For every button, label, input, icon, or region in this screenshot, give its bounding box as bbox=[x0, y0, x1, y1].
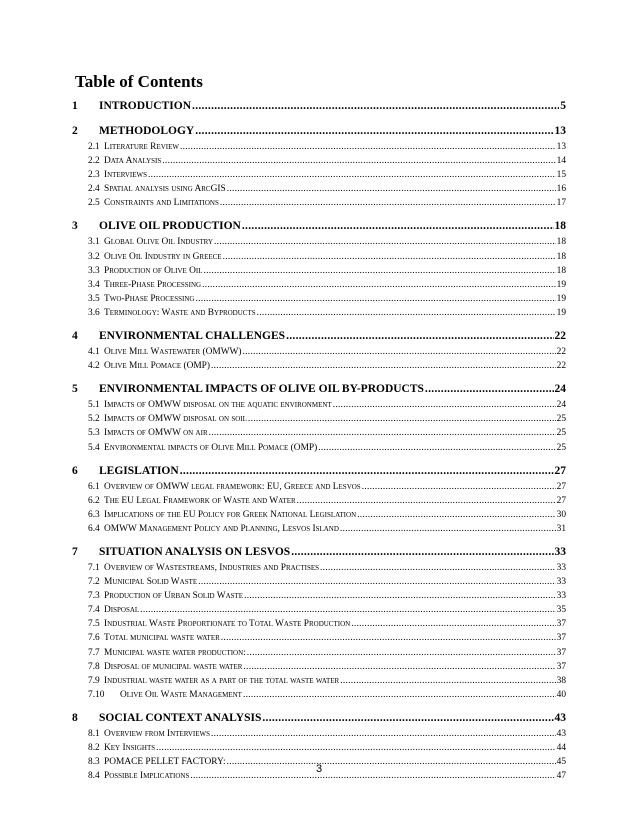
toc-chapter-number: 2 bbox=[72, 125, 78, 137]
toc-section-entry[interactable] bbox=[72, 660, 566, 674]
toc-section-number: 8.1 bbox=[88, 728, 100, 739]
toc-page-number: 33 bbox=[556, 591, 566, 602]
toc-page-number: 27 bbox=[556, 495, 566, 506]
toc-dot-leader bbox=[425, 380, 554, 398]
toc-dot-leader bbox=[286, 327, 553, 345]
toc-page-number: 22 bbox=[556, 361, 566, 372]
toc-section-title: Three-Phase Processing bbox=[104, 279, 202, 290]
toc-dot-leader bbox=[242, 217, 554, 235]
toc-dot-leader bbox=[211, 359, 556, 373]
toc-page-number: 37 bbox=[556, 633, 566, 644]
toc-section-number: 7.8 bbox=[88, 661, 100, 672]
toc-section-number: 2.1 bbox=[88, 142, 100, 152]
toc-page-number: 37 bbox=[556, 619, 566, 630]
toc-section-number: 7.7 bbox=[88, 647, 100, 658]
toc-section-entry[interactable] bbox=[72, 561, 566, 575]
toc-dot-leader bbox=[195, 292, 555, 306]
toc-section-number: 2.3 bbox=[88, 170, 100, 181]
toc-section-number: 3.4 bbox=[88, 279, 100, 290]
toc-chapter-number: 4 bbox=[72, 330, 78, 343]
toc-section-title: Total municipal waste water bbox=[104, 633, 220, 644]
toc-section-entry[interactable] bbox=[72, 154, 566, 168]
toc-page-number: 25 bbox=[556, 428, 566, 439]
toc-section-number: 7.2 bbox=[88, 577, 100, 588]
toc-section-number: 7.10 bbox=[88, 689, 105, 700]
toc-section-title: Impacts of OMWW disposal on the aquatic environment bbox=[104, 400, 332, 411]
toc-section-title: Possible Implications bbox=[104, 771, 190, 782]
toc-dot-leader bbox=[340, 674, 555, 688]
toc-section-number: 6.3 bbox=[88, 509, 100, 520]
toc-section-entry[interactable] bbox=[72, 617, 566, 631]
toc-section-title: Terminology: Waste and Byproducts bbox=[104, 307, 256, 318]
toc-section-title: Impacts of OMWW on air bbox=[104, 428, 208, 439]
toc-section-entry[interactable] bbox=[72, 250, 566, 264]
toc-section-number: 3.6 bbox=[88, 307, 100, 318]
toc-section-entry[interactable] bbox=[72, 168, 566, 182]
toc-section-entry[interactable] bbox=[72, 741, 566, 755]
toc-chapter-number: 5 bbox=[72, 383, 78, 396]
toc-page-number: 40 bbox=[556, 689, 566, 700]
toc-chapter-entry[interactable] bbox=[72, 327, 566, 345]
toc-page-number: 25 bbox=[556, 442, 566, 453]
toc-section-entry[interactable] bbox=[72, 292, 566, 306]
toc-section-title: Disposal bbox=[104, 605, 140, 616]
toc-section-title: Spatial analysis using ArcGIS bbox=[104, 184, 226, 195]
toc-section-title: Municipal Solid Waste bbox=[104, 577, 198, 588]
toc-dot-leader bbox=[227, 182, 556, 196]
toc-dot-leader bbox=[257, 306, 556, 320]
toc-page-number: 37 bbox=[556, 661, 566, 672]
toc-chapter-title: METHODOLOGY bbox=[99, 125, 195, 137]
toc-section-entry[interactable] bbox=[72, 494, 566, 508]
toc-dot-leader bbox=[248, 412, 556, 426]
toc-page-number: 19 bbox=[556, 293, 566, 304]
toc-dot-leader bbox=[204, 264, 556, 278]
toc-page-number: 37 bbox=[556, 647, 566, 658]
toc-dot-leader bbox=[247, 646, 556, 660]
toc-section-title: Literature Review bbox=[104, 142, 179, 152]
toc-section-title: OMWW Management Policy and Planning, Lesvos Island bbox=[104, 523, 339, 534]
toc-section-title: Environmental impacts of Olive Mill Pomace (OMP) bbox=[104, 442, 318, 453]
toc-section-title: Two-Phase Processing bbox=[104, 293, 195, 304]
toc-section-title: Olive Oil Industry in Greece bbox=[104, 251, 222, 262]
toc-section-title: Production of Olive Oil bbox=[104, 265, 203, 276]
toc-chapter-number: 6 bbox=[72, 464, 78, 477]
toc-page-number: 16 bbox=[556, 184, 566, 195]
toc-page-number: 45 bbox=[556, 757, 566, 768]
toc-chapter-entry[interactable] bbox=[72, 97, 566, 115]
toc-chapter-title: ENVIRONMENTAL CHALLENGES bbox=[99, 330, 286, 343]
toc-dot-leader bbox=[243, 688, 556, 702]
toc-section-title: Impacts of OMWW disposal on soil bbox=[104, 414, 247, 425]
toc-page-number: 33 bbox=[556, 562, 566, 573]
toc-page-number: 24 bbox=[556, 400, 566, 411]
toc-page-number: 19 bbox=[556, 279, 566, 290]
toc-dot-leader bbox=[211, 727, 556, 741]
toc-section-entry[interactable] bbox=[72, 575, 566, 589]
toc-dot-leader bbox=[318, 441, 555, 455]
toc-section-number: 7.4 bbox=[88, 605, 100, 616]
toc-section-entry[interactable] bbox=[72, 631, 566, 645]
toc-section-entry[interactable] bbox=[72, 345, 566, 359]
toc-dot-leader bbox=[180, 462, 554, 480]
toc-section-title: Industrial waste water as a part of the total waste water bbox=[104, 675, 340, 686]
toc-section-entry[interactable] bbox=[72, 646, 566, 660]
toc-section-title: Olive Mill Wastewater (OMWW) bbox=[104, 347, 242, 358]
toc-section-entry[interactable] bbox=[72, 522, 566, 536]
toc-page-number: 17 bbox=[556, 198, 566, 209]
toc-page-number: 18 bbox=[554, 220, 566, 233]
toc-section-number: 6.2 bbox=[88, 495, 100, 506]
toc-title: Table of Contents bbox=[75, 72, 203, 91]
toc-dot-leader bbox=[148, 168, 556, 182]
toc-section-title: Overview of OMWW legal framework: EU, Greece and Lesvos bbox=[104, 481, 361, 492]
toc-section-number: 7.6 bbox=[88, 633, 100, 644]
toc-dot-leader bbox=[195, 122, 553, 140]
toc-page-number: 35 bbox=[556, 605, 566, 616]
toc-section-number: 7.3 bbox=[88, 591, 100, 602]
toc-chapter-entry[interactable] bbox=[72, 543, 566, 561]
toc-chapter-title: LEGISLATION bbox=[99, 464, 179, 477]
toc-section-title: POMACE PELLET FACTORY: bbox=[104, 757, 226, 768]
toc-section-title: Constraints and Limitations bbox=[104, 198, 219, 209]
toc-section-entry[interactable] bbox=[72, 674, 566, 688]
toc-dot-leader bbox=[297, 494, 556, 508]
toc-chapter-number: 1 bbox=[72, 100, 78, 112]
toc-chapter-title: SITUATION ANALYSIS ON LESVOS bbox=[99, 545, 291, 558]
toc-dot-leader bbox=[362, 480, 556, 494]
toc-section-entry[interactable] bbox=[72, 412, 566, 426]
toc-page-number: 27 bbox=[554, 464, 566, 477]
toc-dot-leader bbox=[180, 140, 556, 154]
toc-page-number: 33 bbox=[554, 545, 566, 558]
toc-section-title: Overview of Wastestreams, Industries and Practises bbox=[104, 562, 320, 573]
toc-chapter-title: OLIVE OIL PRODUCTION bbox=[99, 220, 241, 233]
toc-section-entry[interactable] bbox=[72, 278, 566, 292]
toc-page-number: 25 bbox=[556, 414, 566, 425]
toc-section-number: 5.1 bbox=[88, 400, 100, 411]
toc-section-entry[interactable] bbox=[72, 398, 566, 412]
toc-section-title: Disposal of municipal waste water bbox=[104, 661, 243, 672]
toc-section-number: 8.4 bbox=[88, 771, 100, 782]
toc-section-entry[interactable] bbox=[72, 306, 566, 320]
toc-section-entry[interactable] bbox=[72, 441, 566, 455]
toc-page-number: 24 bbox=[554, 383, 566, 396]
toc-section-number: 2.2 bbox=[88, 156, 100, 167]
toc-chapter-entry[interactable] bbox=[72, 709, 566, 727]
toc-page-number: 19 bbox=[556, 307, 566, 318]
toc-section-number: 3.3 bbox=[88, 265, 100, 276]
toc-dot-leader bbox=[223, 250, 556, 264]
toc-dot-leader bbox=[243, 660, 555, 674]
toc-section-title: Municipal waste water production: bbox=[104, 647, 246, 658]
toc-section-title: The EU Legal Framework of Waste and Water bbox=[104, 495, 296, 506]
toc-dot-leader bbox=[262, 709, 553, 727]
page-number: 3 bbox=[315, 763, 323, 775]
toc-section-number: 2.4 bbox=[88, 184, 100, 195]
toc-section-number: 4.1 bbox=[88, 347, 100, 358]
toc-dot-leader bbox=[357, 508, 556, 522]
toc-chapter-title: INTRODUCTION bbox=[99, 100, 192, 112]
toc-chapter-title: SOCIAL CONTEXT ANALYSIS bbox=[99, 711, 262, 724]
toc-page-number: 31 bbox=[556, 523, 566, 534]
toc-page-number: 38 bbox=[556, 675, 566, 686]
toc-section-title: Key Insights bbox=[104, 743, 156, 753]
toc-page-number: 27 bbox=[556, 481, 566, 492]
toc-dot-leader bbox=[162, 154, 555, 168]
toc-dot-leader bbox=[140, 603, 555, 617]
toc-page-number: 33 bbox=[556, 577, 566, 588]
toc-section-number: 4.2 bbox=[88, 361, 100, 372]
toc-page-number: 13 bbox=[554, 125, 566, 137]
toc-dot-leader bbox=[214, 235, 556, 249]
toc-section-entry[interactable] bbox=[72, 182, 566, 196]
toc-dot-leader bbox=[198, 575, 555, 589]
toc-page-number: 18 bbox=[556, 251, 566, 262]
toc-section-entry[interactable] bbox=[72, 140, 566, 154]
toc-dot-leader bbox=[209, 426, 556, 440]
toc-dot-leader bbox=[221, 631, 556, 645]
toc-page-number: 14 bbox=[556, 156, 566, 167]
toc-section-title: Olive Oil Waste Management bbox=[120, 689, 242, 700]
toc-dot-leader bbox=[243, 345, 556, 359]
toc-section-number: 5.2 bbox=[88, 414, 100, 425]
toc-section-number: 8.3 bbox=[88, 757, 100, 768]
toc-page-number: 5 bbox=[560, 100, 566, 112]
toc-section-number: 3.5 bbox=[88, 293, 100, 304]
toc-chapter-entry[interactable] bbox=[72, 217, 566, 235]
toc-dot-leader bbox=[351, 617, 555, 631]
toc-section-title: Global Olive Oil Industry bbox=[104, 237, 214, 248]
toc-section-entry[interactable] bbox=[72, 508, 566, 522]
toc-section-number: 7.1 bbox=[88, 562, 100, 573]
toc-section-number: 5.4 bbox=[88, 442, 100, 453]
toc-section-title: Data Analysis bbox=[104, 156, 162, 167]
toc-section-entry[interactable] bbox=[72, 359, 566, 373]
toc-page-number: 44 bbox=[556, 743, 566, 753]
toc-section-entry[interactable] bbox=[72, 688, 566, 702]
toc-dot-leader bbox=[291, 543, 553, 561]
toc-chapter-number: 7 bbox=[72, 545, 78, 558]
toc-chapter-number: 8 bbox=[72, 711, 78, 724]
toc-chapter-entry[interactable] bbox=[72, 380, 566, 398]
table-of-contents bbox=[72, 97, 566, 783]
toc-page-number: 18 bbox=[556, 237, 566, 248]
toc-section-entry[interactable] bbox=[72, 603, 566, 617]
toc-section-number: 8.2 bbox=[88, 743, 100, 753]
toc-section-number: 6.1 bbox=[88, 481, 100, 492]
toc-section-title: Olive Mill Pomace (OMP) bbox=[104, 361, 211, 372]
toc-page-number: 18 bbox=[556, 265, 566, 276]
toc-page-number: 43 bbox=[554, 711, 566, 724]
toc-page-number: 22 bbox=[554, 330, 566, 343]
toc-dot-leader bbox=[340, 522, 556, 536]
toc-section-title: Overview from Interviews bbox=[104, 728, 211, 739]
toc-section-number: 3.2 bbox=[88, 251, 100, 262]
toc-section-number: 5.3 bbox=[88, 428, 100, 439]
toc-section-entry[interactable] bbox=[72, 480, 566, 494]
toc-dot-leader bbox=[156, 741, 555, 755]
toc-section-number: 2.5 bbox=[88, 198, 100, 209]
toc-page-number: 47 bbox=[556, 771, 566, 782]
toc-section-title: Industrial Waste Proportionate to Total Waste Production bbox=[104, 619, 351, 630]
toc-chapter-number: 3 bbox=[72, 220, 78, 233]
toc-dot-leader bbox=[192, 97, 559, 115]
toc-section-title: Interviews bbox=[104, 170, 147, 181]
toc-section-entry[interactable] bbox=[72, 264, 566, 278]
toc-section-entry[interactable] bbox=[72, 426, 566, 440]
toc-page-number: 30 bbox=[556, 509, 566, 520]
toc-section-number: 3.1 bbox=[88, 237, 100, 248]
toc-chapter-entry[interactable] bbox=[72, 462, 566, 480]
toc-dot-leader bbox=[320, 561, 556, 575]
toc-section-entry[interactable] bbox=[72, 727, 566, 741]
toc-section-number: 7.9 bbox=[88, 675, 100, 686]
toc-page-number: 13 bbox=[556, 142, 566, 152]
toc-dot-leader bbox=[244, 589, 556, 603]
toc-section-entry[interactable] bbox=[72, 196, 566, 210]
toc-section-entry[interactable] bbox=[72, 235, 566, 249]
toc-chapter-title: ENVIRONMENTAL IMPACTS OF OLIVE OIL BY-PRODUCTS bbox=[99, 383, 424, 396]
toc-dot-leader bbox=[220, 196, 556, 210]
toc-page-number: 15 bbox=[556, 170, 566, 181]
toc-page-number: 43 bbox=[556, 728, 566, 739]
toc-page-number: 22 bbox=[556, 347, 566, 358]
toc-dot-leader bbox=[333, 398, 556, 412]
toc-chapter-entry[interactable] bbox=[72, 122, 566, 140]
toc-dot-leader bbox=[202, 278, 556, 292]
toc-section-number: 7.5 bbox=[88, 619, 100, 630]
toc-section-title: Implications of the EU Policy for Greek National Legislation bbox=[104, 509, 357, 520]
toc-section-number: 6.4 bbox=[88, 523, 100, 534]
toc-section-entry[interactable] bbox=[72, 589, 566, 603]
toc-section-title: Production of Urban Solid Waste bbox=[104, 591, 244, 602]
